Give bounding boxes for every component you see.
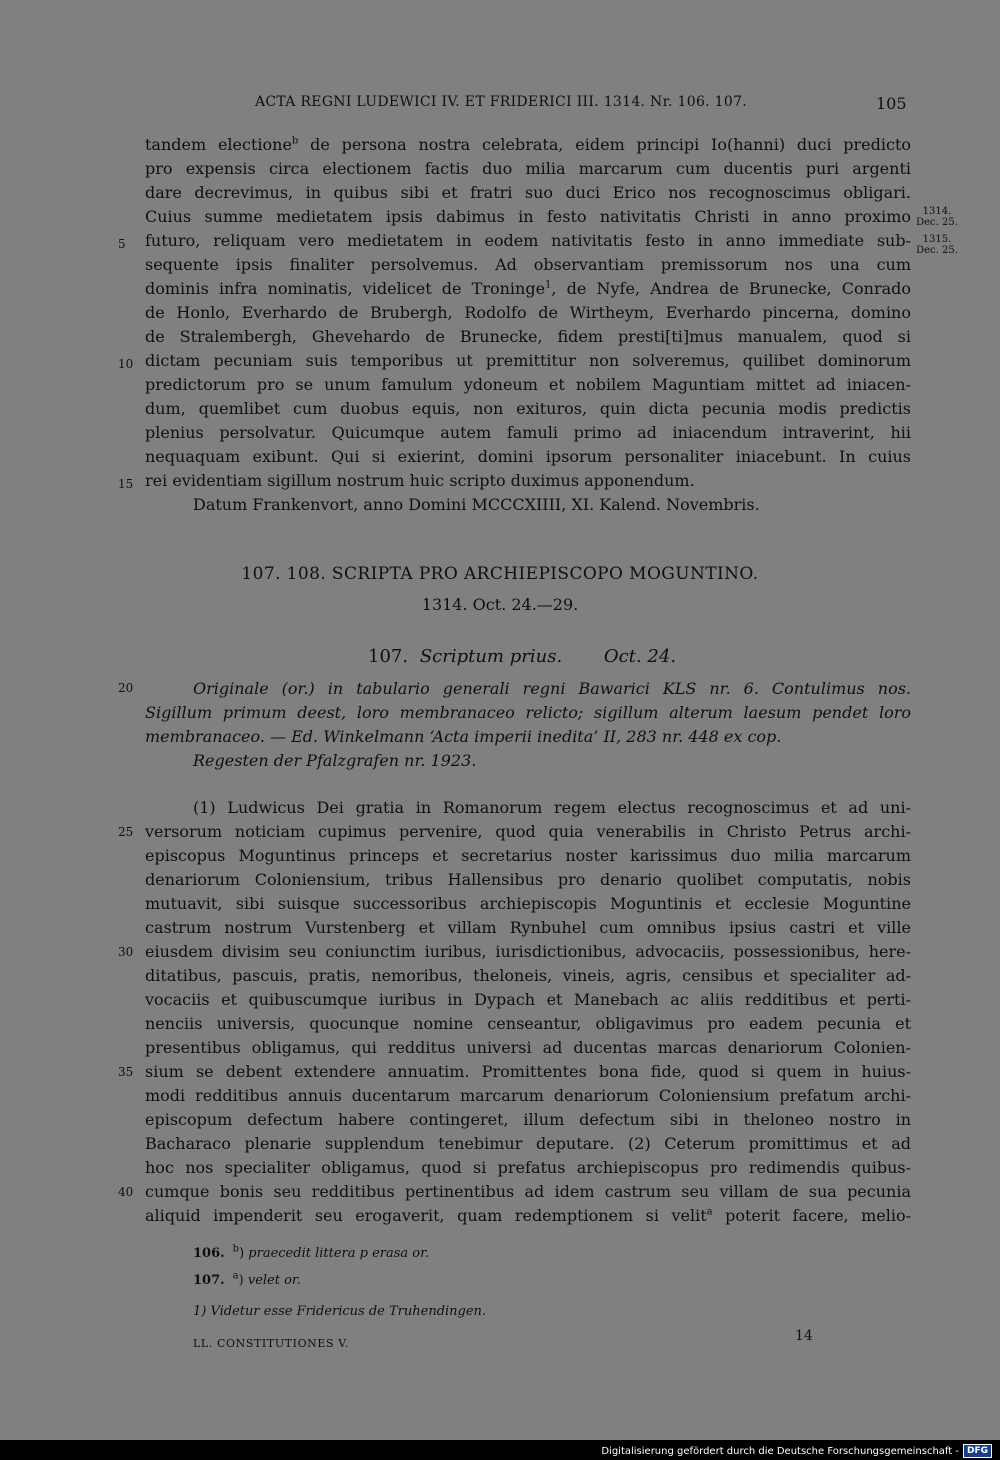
doc106-text (145, 133, 911, 517)
doc-heading: 107. Scriptum prius. Oct. 24. (368, 646, 677, 667)
text-line: plenius persolvatur. Quicumque autem famuli primo ad iniacendum intraverint, hii (145, 423, 911, 442)
line-number: 10 (118, 357, 134, 371)
text-line: vocaciis et quibuscumque iuribus in Dypach et Manebach ac aliis redditibus et perti- (145, 990, 911, 1009)
text-line: presentibus obligamus, qui redditus universi ad ducentas marcas denariorum Colonien- (145, 1038, 911, 1057)
footnote: 107. $^a$) velet or. (193, 1270, 301, 1288)
text-line: modi redditibus annuis ducentarum marcarum denariorum Coloniensium prefatum archi- (145, 1086, 911, 1105)
line-number: 15 (118, 477, 134, 491)
line-number: 20 (118, 681, 134, 695)
line-number: 5 (118, 237, 126, 251)
text-line: mutuavit, sibi suisque successoribus archiepiscopis Moguntinis et ecclesie Moguntine (145, 894, 911, 913)
line-number: 25 (118, 825, 134, 839)
text-line: castrum nostrum Vurstenberg et villam Rynbuhel cum omnibus ipsius castri et ville (145, 918, 911, 937)
text-line: Cuius summe medietatem ipsis dabimus in festo nativitatis Christi in anno proximo (145, 207, 911, 226)
running-header: ACTA REGNI LUDEWICI IV. ET FRIDERICI III. 1314. Nr. 106. 107. (255, 94, 748, 110)
section-title: 107. 108. SCRIPTA PRO ARCHIEPISCOPO MOGUNTINO. (241, 564, 759, 584)
text-line: Bacharaco plenarie supplendum tenebimur deputare. (2) Ceterum promittimus et ad (145, 1134, 911, 1153)
line-number: 35 (118, 1065, 134, 1079)
text-line: membranaceo. — Ed. Winkelmann ‘Acta imperii inedita’ II, 283 nr. 448 ex cop. (145, 727, 782, 746)
text-line: cumque bonis seu redditibus pertinentibus ad idem castrum seu villam de sua pecunia (145, 1182, 911, 1201)
text-line: nequaquam exibunt. Qui si exierint, domini ipsorum personaliter iniacebunt. In cuius (145, 447, 911, 466)
margin-date: 1315. Dec. 25. (916, 234, 958, 256)
text-line: aliquid impenderit seu erogaverit, quam redemptionem si velit$^a$ poterit facere, melio- (145, 1206, 912, 1225)
banner-text: Digitalisierung gefördert durch die Deutsche Forschungsgemeinschaft - (601, 1445, 959, 1457)
source-note (145, 677, 911, 773)
text-line: sequente ipsis finaliter persolvemus. Ad observantiam premissorum nos una cum (145, 255, 911, 274)
text-line: ditatibus, pascuis, pratis, nemoribus, theloneis, vineis, agris, censibus et specialiter ad- (145, 966, 911, 985)
footer-signature: LL. CONSTITUTIONES V. (193, 1337, 349, 1350)
text-line: (1) Ludwicus Dei gratia in Romanorum regem electus recognoscimus et ad uni- (193, 798, 911, 817)
text-line: episcopus Moguntinus princeps et secretarius noster karissimus duo milia marcarum (145, 846, 911, 865)
footnote: 106. $^b$) praecedit littera p erasa or. (193, 1243, 430, 1261)
text-line: Originale (or.) in tabulario generali regni Bawarici KLS nr. 6. Contulimus nos. (193, 679, 911, 698)
margin-date: 1314. Dec. 25. (916, 206, 958, 228)
text-line: denariorum Coloniensium, tribus Hallensibus pro denario quolibet computatis, nobis (145, 870, 911, 889)
text-line: de Stralembergh, Ghevehardo de Brunecke, fidem presti[ti]mus manualem, quod si (145, 327, 911, 346)
footer-sheet-number: 14 (795, 1328, 813, 1344)
text-line: versorum noticiam cupimus pervenire, quod quia venerabilis in Christo Petrus archi- (145, 822, 911, 841)
text-line: eiusdem divisim seu coniunctim iuribus, iurisdictionibus, advocaciis, possessionibus, here- (145, 942, 911, 961)
doc107-text (145, 796, 911, 1228)
text-line: dominis infra nominatis, videlicet de Troninge$^1$, de Nyfe, Andrea de Brunecke, Conrado (145, 279, 912, 298)
line-number: 40 (118, 1185, 134, 1199)
text-line: de Honlo, Everhardo de Brubergh, Rodolfo de Wirtheym, Everhardo pincerna, domino (145, 303, 911, 322)
text-line: dare decrevimus, in quibus sibi et fratri suo duci Erico nos recognoscimus obligari. (145, 183, 911, 202)
text-line: pro expensis circa electionem factis duo milia marcarum cum ducentis puri argenti (145, 159, 911, 178)
text-line: sium se debent extendere annuatim. Promittentes bona fide, quod si quem in huius- (145, 1062, 911, 1081)
footnote: 1) Videtur esse Fridericus de Truhendingen. (193, 1304, 487, 1319)
text-line: rei evidentiam sigillum nostrum huic scripto duximus apponendum. (145, 471, 695, 490)
text-line: predictorum pro se unum famulum ydoneum et nobilem Maguntiam mittet ad iniacen- (145, 375, 911, 394)
line-number: 30 (118, 945, 134, 959)
text-line: episcopum defectum habere contingeret, illum defectum sibi in theloneo nostro in (145, 1110, 911, 1129)
text-line: Sigillum primum deest, loro membranaceo relicto; sigillum alterum laesum pendet loro (145, 703, 911, 722)
text-line: dictam pecuniam suis temporibus ut premittitur non solveremus, quilibet dominorum (145, 351, 911, 370)
text-line: nenciis universis, quocunque nomine censeantur, obligavimus pro eadem pecunia et (145, 1014, 911, 1033)
section-date: 1314. Oct. 24.—29. (421, 595, 579, 614)
dating-clause: Datum Frankenvort, anno Domini MCCCXIIII, XI. Kalend. Novembris. (193, 495, 760, 514)
text-line: Regesten der Pfalzgrafen nr. 1923. (193, 751, 477, 770)
text-line: dum, quemlibet cum duobus equis, non exituros, quin dicta pecunia modis predictis (145, 399, 911, 418)
dfg-logo-icon[interactable]: DFG (963, 1444, 992, 1458)
text-line: hoc nos specialiter obligamus, quod si prefatus archiepiscopus pro redimendis quibus- (145, 1158, 911, 1177)
text-line: tandem electione$^b$ de persona nostra celebrata, eidem principi Io(hanni) duci predicto (145, 135, 912, 154)
digitization-banner (601, 1444, 992, 1458)
page-number: 105 (876, 94, 907, 113)
text-line: futuro, reliquam vero medietatem in eodem nativitatis festo in anno immediate sub- (145, 231, 911, 250)
